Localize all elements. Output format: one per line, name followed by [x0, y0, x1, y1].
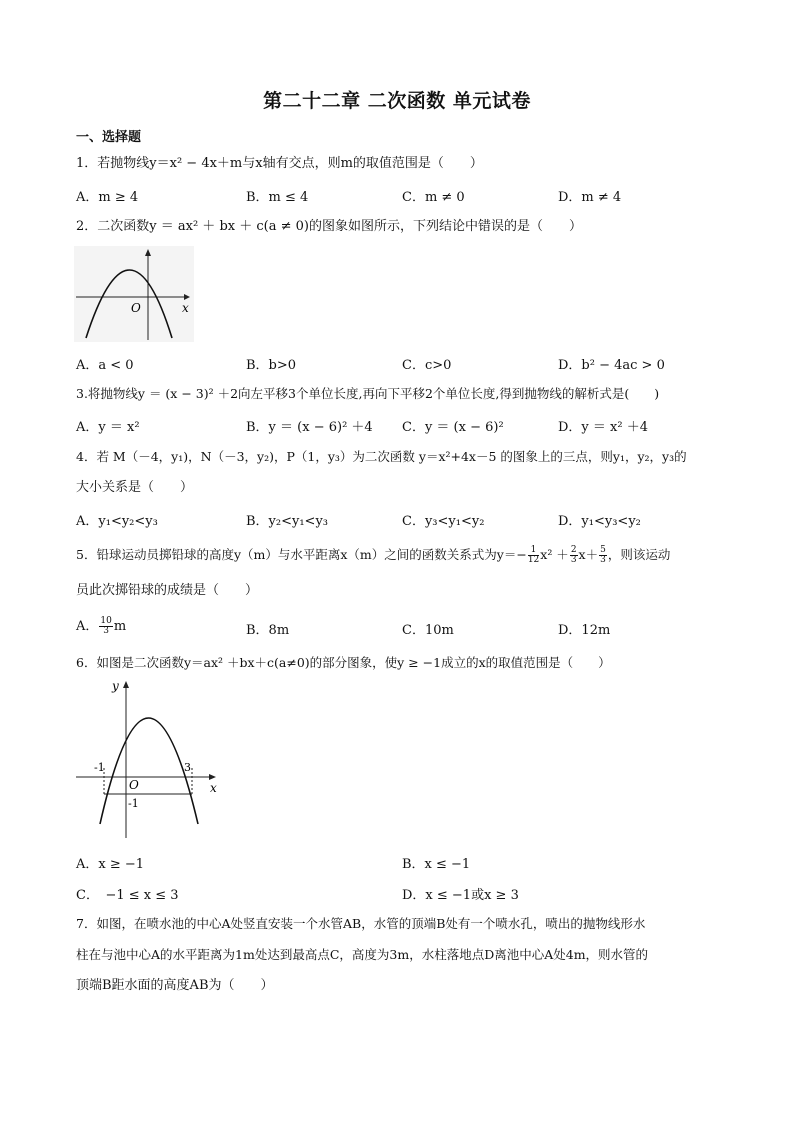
- option-d: D．y₁<y₃<y₂: [558, 514, 641, 529]
- option-a: A．a < 0: [76, 358, 134, 373]
- y-axis-label: y: [112, 679, 119, 693]
- y-axis-arrow-icon: [123, 681, 129, 688]
- right-root-label: 3: [184, 761, 191, 774]
- question-4-stem-line2: 大小关系是（ ）: [76, 480, 194, 495]
- option-b: B．m ≤ 4: [246, 190, 309, 205]
- origin-label: O: [129, 778, 139, 792]
- question-7-line3: 顶端B距水面的高度AB为（ ）: [76, 978, 274, 993]
- fraction: $\frac{2}{3}$: [570, 545, 577, 565]
- question-3-options: [76, 416, 736, 434]
- option-a: A． $\frac{10}{3}$ m: [76, 616, 127, 636]
- option-c: C．y ＝ (x − 6)²: [402, 420, 504, 435]
- x-axis-arrow-icon: [209, 774, 216, 780]
- stem-text: ，则该运动: [607, 547, 671, 562]
- question-5-options: [76, 616, 736, 638]
- option-b: B．8m: [246, 623, 290, 638]
- stem-text: x＋: [578, 547, 599, 562]
- question-2-graph: [74, 246, 194, 342]
- stem-text: x² ＋: [540, 547, 569, 562]
- left-root-label: -1: [94, 761, 105, 774]
- option-b: B．y₂<y₁<y₃: [246, 514, 329, 529]
- question-3-stem: 3.将抛物线y ＝ (x − 3)² ＋2向左平移3个单位长度,再向下平移2个单位长度,得到抛物线的解析式是( ): [76, 386, 660, 401]
- question-4-stem-line1: 4．若 M（－4，y₁)，N（－3，y₂)，P（1，y₃）为二次函数 y＝x²+4x－5 的图象上的三点，则y₁，y₂，y₃的: [76, 449, 687, 464]
- fraction: $\frac{10}{3}$: [100, 616, 112, 636]
- option-c: C．m ≠ 0: [402, 190, 465, 205]
- question-4-options: [76, 510, 736, 528]
- option-d: D．m ≠ 4: [558, 190, 622, 205]
- question-1-stem: 1．若抛物线y＝x² − 4x＋m与x轴有交点，则m的取值范围是（ ）: [76, 156, 483, 171]
- origin-label: O: [131, 301, 141, 315]
- fraction: $\frac{5}{3}$: [600, 545, 606, 565]
- option-d: D．x ≤ −1或x ≥ 3: [402, 888, 519, 903]
- option-d: D．y ＝ x² ＋4: [558, 420, 648, 435]
- option-d: D．12m: [558, 623, 611, 638]
- question-6-options-row2: [76, 884, 736, 902]
- option-a: A．x ≥ −1: [76, 857, 145, 872]
- option-b: B．y ＝ (x − 6)² ＋4: [246, 420, 373, 435]
- section-heading: 一、选择题: [76, 130, 142, 145]
- option-a: A．m ≥ 4: [76, 190, 139, 205]
- option-c: C．10m: [402, 623, 454, 638]
- option-b: B．b>0: [246, 358, 297, 373]
- fraction: $\frac{1}{12}$: [527, 545, 540, 565]
- question-5-stem-line1: [76, 546, 670, 565]
- y-mark-label: -1: [128, 797, 139, 810]
- option-b: B．x ≤ −1: [402, 857, 471, 872]
- question-7-line1: 7．如图，在喷水池的中心A处竖直安装一个水管AB，水管的顶端B处有一个喷水孔，喷出的抛物线形水: [76, 916, 646, 931]
- question-1-options: [76, 186, 736, 204]
- option-c: C．y₃<y₁<y₂: [402, 514, 485, 529]
- question-6-stem: 6．如图是二次函数y＝ax² ＋bx＋c(a≠0)的部分图象，使y ≥ −1成立的x的取值范围是（ ）: [76, 655, 611, 670]
- option-c: C．c>0: [402, 358, 452, 373]
- question-7-line2: 柱在与池中心A的水平距离为1m处达到最高点C，高度为3m，水柱落地点D离池中心A处4m，则水管的: [76, 947, 649, 962]
- option-a: A．y ＝ x²: [76, 420, 140, 435]
- question-2-options: [76, 354, 736, 372]
- x-axis-label: x: [182, 301, 189, 315]
- option-c: C． −1 ≤ x ≤ 3: [76, 888, 179, 903]
- x-axis-label: x: [210, 781, 217, 795]
- question-2-stem: 2．二次函数y ＝ ax² ＋ bx ＋ c(a ≠ 0)的图象如图所示，下列结论中错误的是（ ）: [76, 219, 582, 234]
- option-d: D．b² − 4ac > 0: [558, 358, 665, 373]
- page-title: 第二十二章 二次函数 单元试卷: [263, 90, 531, 112]
- question-6-graph: [74, 676, 224, 840]
- stem-text: 5．铅球运动员掷铅球的高度y（m）与水平距离x（m）之间的函数关系式为y＝−: [76, 547, 527, 562]
- question-5-stem-line2: 员此次掷铅球的成绩是（ ）: [76, 583, 259, 598]
- option-a: A．y₁<y₂<y₃: [76, 514, 158, 529]
- question-6-options-row1: [76, 853, 736, 871]
